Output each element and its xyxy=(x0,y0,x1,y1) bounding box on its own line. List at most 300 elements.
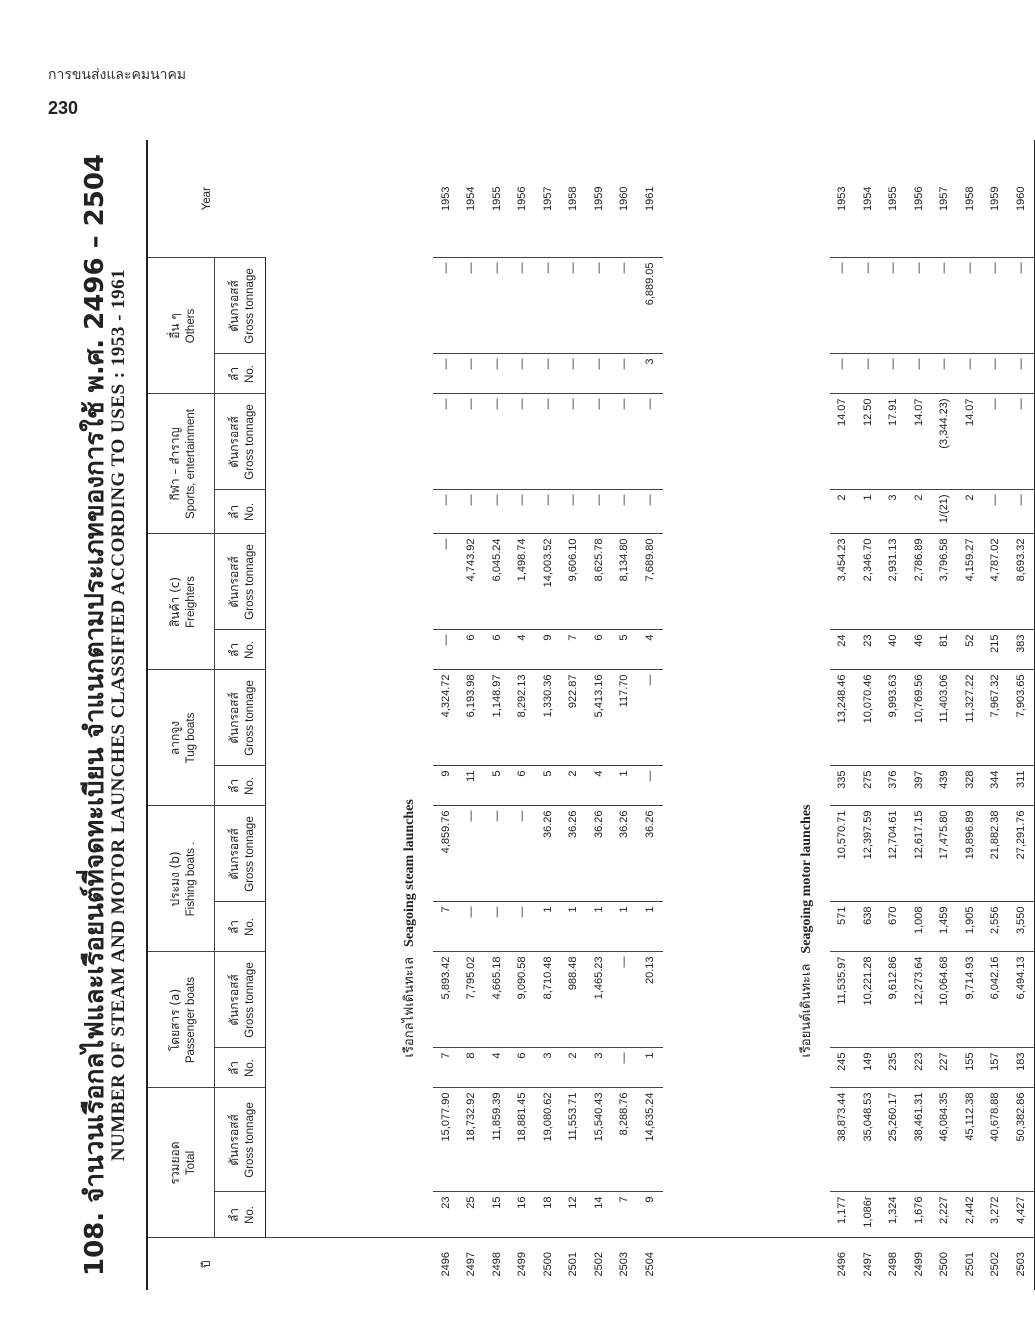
tonnage-cell: — xyxy=(612,952,638,1048)
year-english-cell: 1960 xyxy=(612,140,638,258)
count-cell: 9 xyxy=(637,1192,663,1238)
tonnage-cell: 4,324.72 xyxy=(433,670,459,766)
count-cell: 6 xyxy=(459,630,485,670)
count-cell: 328 xyxy=(957,766,983,806)
count-cell: 2,227 xyxy=(932,1192,958,1238)
year-thai-cell: 2499 xyxy=(912,1252,925,1277)
tonnage-cell: 11,535.97 xyxy=(830,952,856,1048)
count-cell: 7 xyxy=(561,630,587,670)
table-row xyxy=(906,140,932,1290)
year-english-cell: 1956 xyxy=(510,140,536,258)
count-cell: — xyxy=(561,490,587,534)
tonnage-cell: — xyxy=(484,394,510,490)
no-subheader: ลำ No. xyxy=(215,766,266,806)
tonnage-cell: 18,732.92 xyxy=(459,1088,485,1192)
tonnage-cell: — xyxy=(561,258,587,354)
tonnage-cell: 10,070.46 xyxy=(855,670,881,766)
tonnage-cell: 36.26 xyxy=(612,806,638,902)
count-cell: 9 xyxy=(535,630,561,670)
group-thai-label: กีฬา – สำราญ xyxy=(167,427,182,501)
year-english-cell: 1955 xyxy=(881,140,907,258)
count-cell: 6 xyxy=(510,766,536,806)
count-cell: — xyxy=(510,902,536,952)
count-cell: 4 xyxy=(637,630,663,670)
tonnage-cell: 2,931.13 xyxy=(881,534,907,630)
tonnage-cell: 3,454.23 xyxy=(830,534,856,630)
tonnage-cell: 1,148.97 xyxy=(484,670,510,766)
tonnage-cell: 25,260.17 xyxy=(881,1088,907,1192)
count-cell: — xyxy=(983,490,1009,534)
tonnage-cell: 7,967.32 xyxy=(983,670,1009,766)
section-heading-thai: เรือกลไฟเดินทะเล xyxy=(402,956,417,1058)
count-cell: 16 xyxy=(510,1192,536,1238)
tonnage-cell: 988.48 xyxy=(561,952,587,1048)
tonnage-cell: — xyxy=(881,258,907,354)
table-row xyxy=(459,140,485,1290)
count-cell: 1 xyxy=(586,902,612,952)
count-cell: — xyxy=(637,490,663,534)
tonnage-cell: 36.26 xyxy=(561,806,587,902)
tonnage-cell: 36.26 xyxy=(637,806,663,902)
tonnage-cell: 14,003.52 xyxy=(535,534,561,630)
table-row xyxy=(484,140,510,1290)
count-cell: — xyxy=(510,490,536,534)
tonnage-cell: — xyxy=(586,394,612,490)
tonnage-cell: 9,993.63 xyxy=(881,670,907,766)
no-subheader: ลำ No. xyxy=(215,902,266,952)
count-cell: 1,905 xyxy=(957,902,983,952)
count-cell: 81 xyxy=(932,630,958,670)
tonnage-cell: 117.70 xyxy=(612,670,638,766)
year-thai-cell: 2499 xyxy=(516,1252,529,1277)
tonnage-cell: 9,714.93 xyxy=(957,952,983,1048)
count-cell: 1 xyxy=(637,1048,663,1088)
year-thai-cell: 2502 xyxy=(592,1252,605,1277)
group-thai-label: ประมง (b) xyxy=(167,851,182,907)
count-cell: 25 xyxy=(459,1192,485,1238)
tonnage-cell: 38,461.31 xyxy=(906,1088,932,1192)
year-thai-cell: 2500 xyxy=(541,1252,554,1277)
year-english-cell: 1959 xyxy=(586,140,612,258)
tonnage-cell: 19,896.89 xyxy=(957,806,983,902)
count-cell: 2 xyxy=(561,1048,587,1088)
tonnage-cell: 35,048.53 xyxy=(855,1088,881,1192)
launches-table xyxy=(146,140,1035,1290)
count-cell: — xyxy=(484,354,510,394)
tonnage-cell: — xyxy=(1008,394,1034,490)
tonnage-cell: 6,494.13 xyxy=(1008,952,1034,1048)
tonnage-cell: (3,344.23) xyxy=(932,394,958,490)
count-cell: 7 xyxy=(612,1192,638,1238)
tonnage-cell: 8,693.32 xyxy=(1008,534,1034,630)
tonnage-cell: 45,112.38 xyxy=(957,1088,983,1192)
tonnage-cell: 922.87 xyxy=(561,670,587,766)
year-english-cell: 1959 xyxy=(983,140,1009,258)
tonnage-cell: 1,465.23 xyxy=(586,952,612,1048)
count-cell: 183 xyxy=(1008,1048,1034,1088)
tonnage-cell: 10,221.28 xyxy=(855,952,881,1048)
year-english-cell: 1960 xyxy=(1008,140,1034,258)
count-cell: 3,272 xyxy=(983,1192,1009,1238)
tonnage-cell: — xyxy=(983,394,1009,490)
year-english-cell: 1954 xyxy=(855,140,881,258)
table-row xyxy=(932,140,958,1290)
table-row xyxy=(433,140,459,1290)
group-header-freighters xyxy=(147,534,215,670)
group-thai-label: อื่น ๆ xyxy=(167,313,182,339)
count-cell: — xyxy=(612,354,638,394)
gross-tonnage-subheader: ตันกรอสส์ Gross tonnage xyxy=(215,534,266,630)
count-cell: 15 xyxy=(484,1192,510,1238)
count-cell: — xyxy=(459,490,485,534)
count-cell: — xyxy=(433,354,459,394)
count-cell: — xyxy=(433,630,459,670)
tonnage-cell: 8,292.13 xyxy=(510,670,536,766)
count-cell: 1,177 xyxy=(830,1192,856,1238)
tonnage-cell: 6,042.16 xyxy=(983,952,1009,1048)
year-english-header: Year xyxy=(147,140,266,258)
table-body xyxy=(266,140,1035,1290)
count-cell: — xyxy=(1008,354,1034,394)
count-cell: 397 xyxy=(906,766,932,806)
tonnage-cell: 10,769.56 xyxy=(906,670,932,766)
count-cell: — xyxy=(612,490,638,534)
tonnage-cell: — xyxy=(459,258,485,354)
tonnage-cell: — xyxy=(612,258,638,354)
count-cell: — xyxy=(957,354,983,394)
count-cell: 46 xyxy=(906,630,932,670)
section-heading-row xyxy=(266,140,434,1290)
rotated-table-page xyxy=(74,140,1027,1290)
count-cell: — xyxy=(484,902,510,952)
count-cell: 149 xyxy=(855,1048,881,1088)
year-english-cell: 1954 xyxy=(459,140,485,258)
year-english-cell: 1956 xyxy=(906,140,932,258)
group-english-label: Sports, entertainment xyxy=(184,409,197,519)
count-cell: — xyxy=(855,354,881,394)
count-cell: 1 xyxy=(855,490,881,534)
year-english-cell: 1957 xyxy=(932,140,958,258)
tonnage-cell: 12,704.61 xyxy=(881,806,907,902)
group-english-label: Passenger boats xyxy=(184,976,197,1064)
tonnage-cell: — xyxy=(535,394,561,490)
table-row xyxy=(535,140,561,1290)
tonnage-cell: 3,796.58 xyxy=(932,534,958,630)
count-cell: 1 xyxy=(612,766,638,806)
no-subheader: ลำ No. xyxy=(215,1192,266,1238)
tonnage-cell: 15,540.43 xyxy=(586,1088,612,1192)
table-title-thai: 108. จำนวนเรือกลไฟและเรือยนต์ที่จดทะเบียน จำแนกตามประเภทของการใช้ พ.ศ. 2496 – 2504 xyxy=(80,153,110,1277)
tonnage-cell: 7,795.02 xyxy=(459,952,485,1048)
count-cell: 52 xyxy=(957,630,983,670)
tonnage-cell: 6,889.05 xyxy=(637,258,663,354)
year-thai-cell: 2498 xyxy=(490,1252,503,1277)
tonnage-cell: — xyxy=(484,806,510,902)
tonnage-cell: — xyxy=(459,394,485,490)
year-english-cell: 1958 xyxy=(957,140,983,258)
count-cell: — xyxy=(484,490,510,534)
tonnage-cell: — xyxy=(561,394,587,490)
count-cell: 3 xyxy=(637,354,663,394)
tonnage-cell: 8,288.76 xyxy=(612,1088,638,1192)
count-cell: 638 xyxy=(855,902,881,952)
count-cell: 4 xyxy=(510,630,536,670)
count-cell: 571 xyxy=(830,902,856,952)
tonnage-cell: — xyxy=(906,258,932,354)
tonnage-cell: 6,193.98 xyxy=(459,670,485,766)
count-cell: 227 xyxy=(932,1048,958,1088)
year-thai-cell: 2501 xyxy=(963,1252,976,1277)
header-row-subcolumns xyxy=(215,140,266,1290)
count-cell: 40 xyxy=(881,630,907,670)
no-subheader: ลำ No. xyxy=(215,490,266,534)
count-cell: — xyxy=(1008,490,1034,534)
tonnage-cell: 14,635.24 xyxy=(637,1088,663,1192)
count-cell: 2,556 xyxy=(983,902,1009,952)
count-cell: 3 xyxy=(881,490,907,534)
tonnage-cell: 36.26 xyxy=(535,806,561,902)
tonnage-cell: 1,330.36 xyxy=(535,670,561,766)
count-cell: 1 xyxy=(637,902,663,952)
section-heading xyxy=(266,140,434,1238)
group-thai-label: สินค้า (c) xyxy=(167,576,182,628)
tonnage-cell: 1,498.74 xyxy=(510,534,536,630)
tonnage-cell: 4,787.02 xyxy=(983,534,1009,630)
table-title-english: NUMBER OF STEAM AND MOTOR LAUNCHES CLASSIFIED ACCORDING TO USES : 1953 - 1961 xyxy=(108,268,129,1162)
tonnage-cell: 4,859.76 xyxy=(433,806,459,902)
count-cell: 4,427 xyxy=(1008,1192,1034,1238)
count-cell: 1,324 xyxy=(881,1192,907,1238)
tonnage-cell: — xyxy=(433,258,459,354)
count-cell: 245 xyxy=(830,1048,856,1088)
tonnage-cell: 40,678.88 xyxy=(983,1088,1009,1192)
count-cell: — xyxy=(881,354,907,394)
tonnage-cell: — xyxy=(637,394,663,490)
tonnage-cell: 12.50 xyxy=(855,394,881,490)
tonnage-cell: 10,064.68 xyxy=(932,952,958,1048)
count-cell: — xyxy=(612,1048,638,1088)
group-header-passenger xyxy=(147,952,215,1088)
count-cell: — xyxy=(459,354,485,394)
count-cell: — xyxy=(535,490,561,534)
count-cell: — xyxy=(433,490,459,534)
gross-tonnage-subheader: ตันกรอสส์ Gross tonnage xyxy=(215,258,266,354)
count-cell: 6 xyxy=(510,1048,536,1088)
tonnage-cell: — xyxy=(510,394,536,490)
tonnage-cell: — xyxy=(535,258,561,354)
count-cell: 5 xyxy=(484,766,510,806)
year-thai-cell: 2498 xyxy=(887,1252,900,1277)
count-cell: — xyxy=(510,354,536,394)
tonnage-cell: — xyxy=(510,806,536,902)
tonnage-cell: 9,612.86 xyxy=(881,952,907,1048)
count-cell: — xyxy=(830,354,856,394)
year-thai-header: ปี xyxy=(147,1238,266,1290)
tonnage-cell: 21,882.38 xyxy=(983,806,1009,902)
count-cell: 1 xyxy=(561,902,587,952)
tonnage-cell: 7,689.80 xyxy=(637,534,663,630)
count-cell: 23 xyxy=(433,1192,459,1238)
tonnage-cell: 14.07 xyxy=(830,394,856,490)
year-thai-cell: 2497 xyxy=(861,1252,874,1277)
tonnage-cell: 9,090.58 xyxy=(510,952,536,1048)
table-row xyxy=(612,140,638,1290)
year-thai-cell: 2500 xyxy=(938,1252,951,1277)
table-row xyxy=(1008,140,1034,1290)
year-thai-cell: 2497 xyxy=(465,1252,478,1277)
count-cell: 2 xyxy=(830,490,856,534)
year-english-cell: 1958 xyxy=(561,140,587,258)
gross-tonnage-subheader: ตันกรอสส์ Gross tonnage xyxy=(215,952,266,1048)
tonnage-cell: 11,327.22 xyxy=(957,670,983,766)
count-cell: 1/(21) xyxy=(932,490,958,534)
count-cell: 4 xyxy=(586,766,612,806)
table-row xyxy=(637,140,663,1290)
table-row xyxy=(830,140,856,1290)
count-cell: 1,086r xyxy=(855,1192,881,1238)
tonnage-cell: 13,248.46 xyxy=(830,670,856,766)
tonnage-cell: 6,045.24 xyxy=(484,534,510,630)
table-row xyxy=(561,140,587,1290)
count-cell: 7 xyxy=(433,902,459,952)
tonnage-cell: 17,475.80 xyxy=(932,806,958,902)
count-cell: — xyxy=(586,490,612,534)
count-cell: — xyxy=(906,354,932,394)
count-cell: 12 xyxy=(561,1192,587,1238)
count-cell: 11 xyxy=(459,766,485,806)
tonnage-cell: 12,273.64 xyxy=(906,952,932,1048)
tonnage-cell: 11,403.06 xyxy=(932,670,958,766)
tonnage-cell: 8,710.48 xyxy=(535,952,561,1048)
tonnage-cell: 38,873.44 xyxy=(830,1088,856,1192)
count-cell: 18 xyxy=(535,1192,561,1238)
count-cell: 383 xyxy=(1008,630,1034,670)
tonnage-cell: — xyxy=(433,394,459,490)
count-cell: 155 xyxy=(957,1048,983,1088)
tonnage-cell: — xyxy=(433,534,459,630)
tonnage-cell: 7,903.65 xyxy=(1008,670,1034,766)
table-row xyxy=(855,140,881,1290)
tonnage-cell: — xyxy=(855,258,881,354)
tonnage-cell: 5,413.16 xyxy=(586,670,612,766)
group-thai-label: โดยสาร (a) xyxy=(167,988,182,1052)
table-row xyxy=(983,140,1009,1290)
tonnage-cell: 4,159.27 xyxy=(957,534,983,630)
group-english-label: Others xyxy=(184,308,197,344)
year-english-cell: 1961 xyxy=(637,140,663,258)
count-cell: 2 xyxy=(906,490,932,534)
tonnage-cell: — xyxy=(932,258,958,354)
group-thai-label: ลากจูง xyxy=(167,720,182,756)
year-english-cell: 1955 xyxy=(484,140,510,258)
year-english-cell: 1953 xyxy=(830,140,856,258)
count-cell: 6 xyxy=(586,630,612,670)
tonnage-cell: 2,346.70 xyxy=(855,534,881,630)
tonnage-cell: 11,553.71 xyxy=(561,1088,587,1192)
tonnage-cell: — xyxy=(459,806,485,902)
count-cell: 335 xyxy=(830,766,856,806)
group-header-total xyxy=(147,1088,215,1238)
gross-tonnage-subheader: ตันกรอสส์ Gross tonnage xyxy=(215,670,266,766)
count-cell: 2,442 xyxy=(957,1192,983,1238)
count-cell: 23 xyxy=(855,630,881,670)
tonnage-cell: 12,397.59 xyxy=(855,806,881,902)
count-cell: 1,459 xyxy=(932,902,958,952)
running-header: การขนส่งและคมนาคม xyxy=(48,67,187,83)
count-cell: — xyxy=(637,766,663,806)
count-cell: 1 xyxy=(535,902,561,952)
section-heading-thai: เรือยนต์เดินทะเล xyxy=(798,963,814,1058)
group-header-fishing xyxy=(147,806,215,952)
tonnage-cell: 14.07 xyxy=(906,394,932,490)
tonnage-cell: 18,881.45 xyxy=(510,1088,536,1192)
tonnage-cell: — xyxy=(586,258,612,354)
tonnage-cell: 27,291.76 xyxy=(1008,806,1034,902)
year-thai-cell: 2501 xyxy=(567,1252,580,1277)
tonnage-cell: 36.26 xyxy=(586,806,612,902)
tonnage-cell: — xyxy=(1008,258,1034,354)
table-row xyxy=(586,140,612,1290)
header-row-groups xyxy=(147,140,215,1290)
tonnage-cell: 8,625.78 xyxy=(586,534,612,630)
count-cell: — xyxy=(561,354,587,394)
tonnage-cell: — xyxy=(510,258,536,354)
tonnage-cell: 2,786.89 xyxy=(906,534,932,630)
count-cell: 235 xyxy=(881,1048,907,1088)
count-cell: 376 xyxy=(881,766,907,806)
no-subheader: ลำ No. xyxy=(215,630,266,670)
count-cell: — xyxy=(459,902,485,952)
gross-tonnage-subheader: ตันกรอสส์ Gross tonnage xyxy=(215,1088,266,1192)
count-cell: 3 xyxy=(535,1048,561,1088)
count-cell: 215 xyxy=(983,630,1009,670)
tonnage-cell: — xyxy=(484,258,510,354)
tonnage-cell: 5,893.42 xyxy=(433,952,459,1048)
count-cell: — xyxy=(586,354,612,394)
group-header-others xyxy=(147,258,215,394)
count-cell: 1,676 xyxy=(906,1192,932,1238)
count-cell: 1,008 xyxy=(906,902,932,952)
tonnage-cell: 9,606.10 xyxy=(561,534,587,630)
count-cell: 157 xyxy=(983,1048,1009,1088)
page-number: 230 xyxy=(48,98,79,118)
count-cell: 670 xyxy=(881,902,907,952)
tonnage-cell: — xyxy=(983,258,1009,354)
tonnage-cell: 14.07 xyxy=(957,394,983,490)
count-cell: 24 xyxy=(830,630,856,670)
tonnage-cell: 19,080.62 xyxy=(535,1088,561,1192)
count-cell: 5 xyxy=(612,630,638,670)
table-row xyxy=(510,140,536,1290)
year-thai-cell: 2496 xyxy=(836,1252,849,1277)
count-cell: 6 xyxy=(484,630,510,670)
tonnage-cell: — xyxy=(957,258,983,354)
tonnage-cell: 20.13 xyxy=(637,952,663,1048)
tonnage-cell: 4,665.18 xyxy=(484,952,510,1048)
count-cell: 4 xyxy=(484,1048,510,1088)
count-cell: 5 xyxy=(535,766,561,806)
no-subheader: ลำ No. xyxy=(215,1048,266,1088)
count-cell: 3 xyxy=(586,1048,612,1088)
year-thai-cell: 2503 xyxy=(618,1252,631,1277)
tonnage-cell: — xyxy=(612,394,638,490)
year-english-cell: 1957 xyxy=(535,140,561,258)
group-header-sports xyxy=(147,394,215,534)
count-cell: 311 xyxy=(1008,766,1034,806)
section-heading-english: Seagoing motor launches xyxy=(798,804,814,954)
count-cell: 275 xyxy=(855,766,881,806)
count-cell: — xyxy=(932,354,958,394)
